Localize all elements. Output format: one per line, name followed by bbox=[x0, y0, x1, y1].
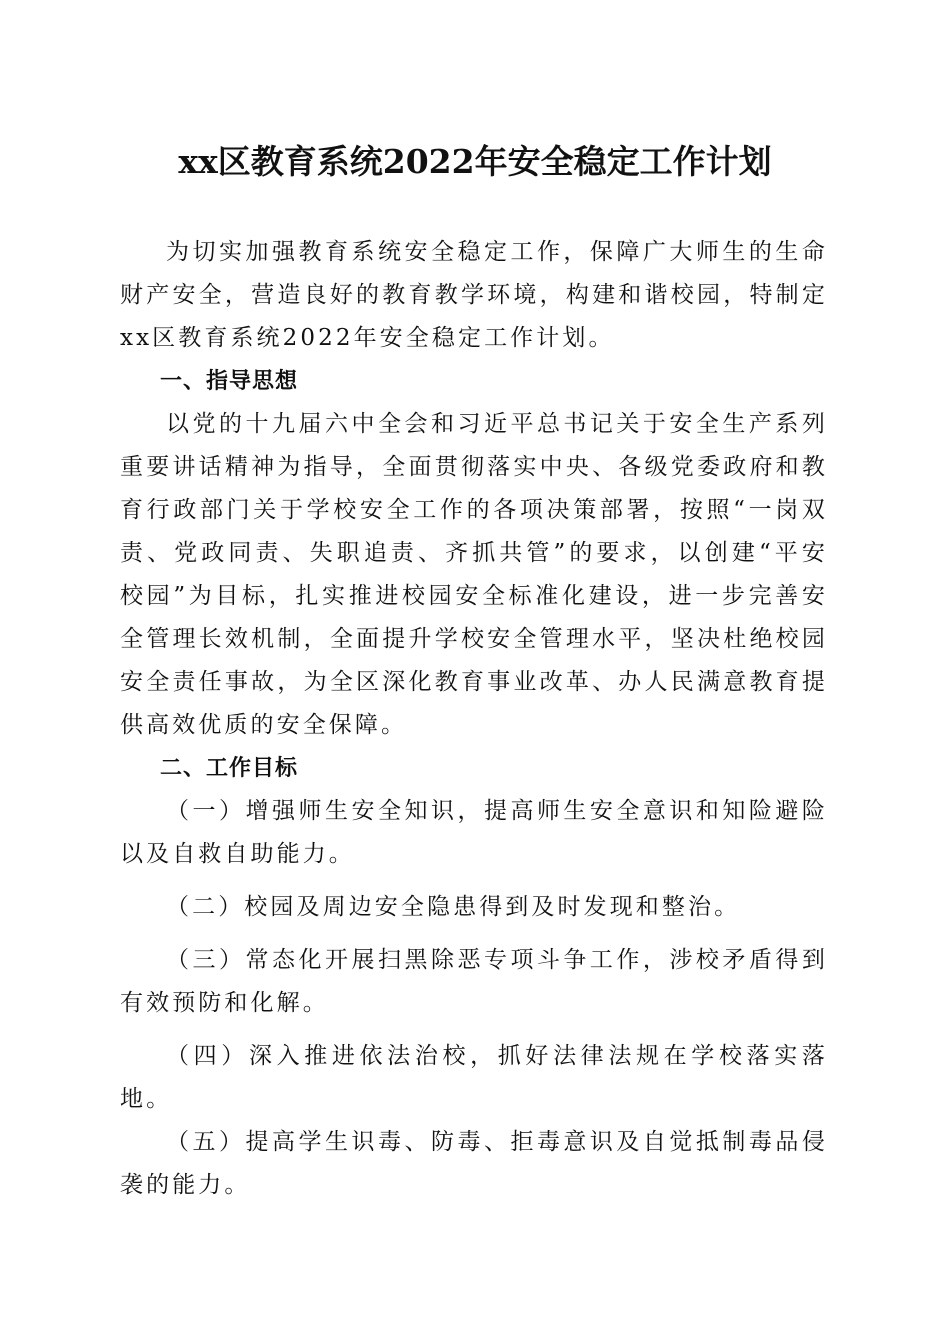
work-goal-item: （四）深入推进依法治校，抓好法律法规在学校落实落地。 bbox=[120, 1043, 828, 1112]
work-goal-item: （二）校园及周边安全隐患得到及时发现和整治。 bbox=[166, 894, 741, 920]
guiding-ideology-paragraph: 以党的十九届六中全会和习近平总书记关于安全生产系列重要讲话精神为指导，全面贯彻落实中央、各级党委政府和教育行政部门关于学校安全工作的各项决策部署，按照“一岗双责、党政同责、失职追责、齐抓共管”的要求，以创建“平安校园”为目标，扎实推进校园安全标准化建设，进一步完善安全管理长效机制，全面提升学校安全管理水平，坚决杜绝校园安全责任事故，为全区深化教育事业改革、办人民满意教育提供高效优质的安全保障。 bbox=[120, 411, 828, 738]
section-heading-guiding-ideology: 一、指导思想 bbox=[160, 369, 299, 394]
work-goal-item: （一）增强师生安全知识，提高师生安全意识和知险避险以及自救自助能力。 bbox=[120, 798, 828, 867]
work-goal-item: （三）常态化开展扫黑除恶专项斗争工作，涉校矛盾得到有效预防和化解。 bbox=[120, 947, 828, 1016]
section-heading-work-goals: 二、工作目标 bbox=[160, 756, 299, 781]
document-title: xx区教育系统2022年安全稳定工作计划 bbox=[178, 142, 772, 181]
document-body bbox=[120, 231, 828, 1207]
intro-paragraph: 为切实加强教育系统安全稳定工作，保障广大师生的生命财产安全，营造良好的教育教学环境，构建和谐校园，特制定xx区教育系统2022年安全稳定工作计划。 bbox=[120, 239, 828, 351]
work-goal-item: （五）提高学生识毒、防毒、拒毒意识及自觉抵制毒品侵袭的能力。 bbox=[120, 1129, 828, 1198]
